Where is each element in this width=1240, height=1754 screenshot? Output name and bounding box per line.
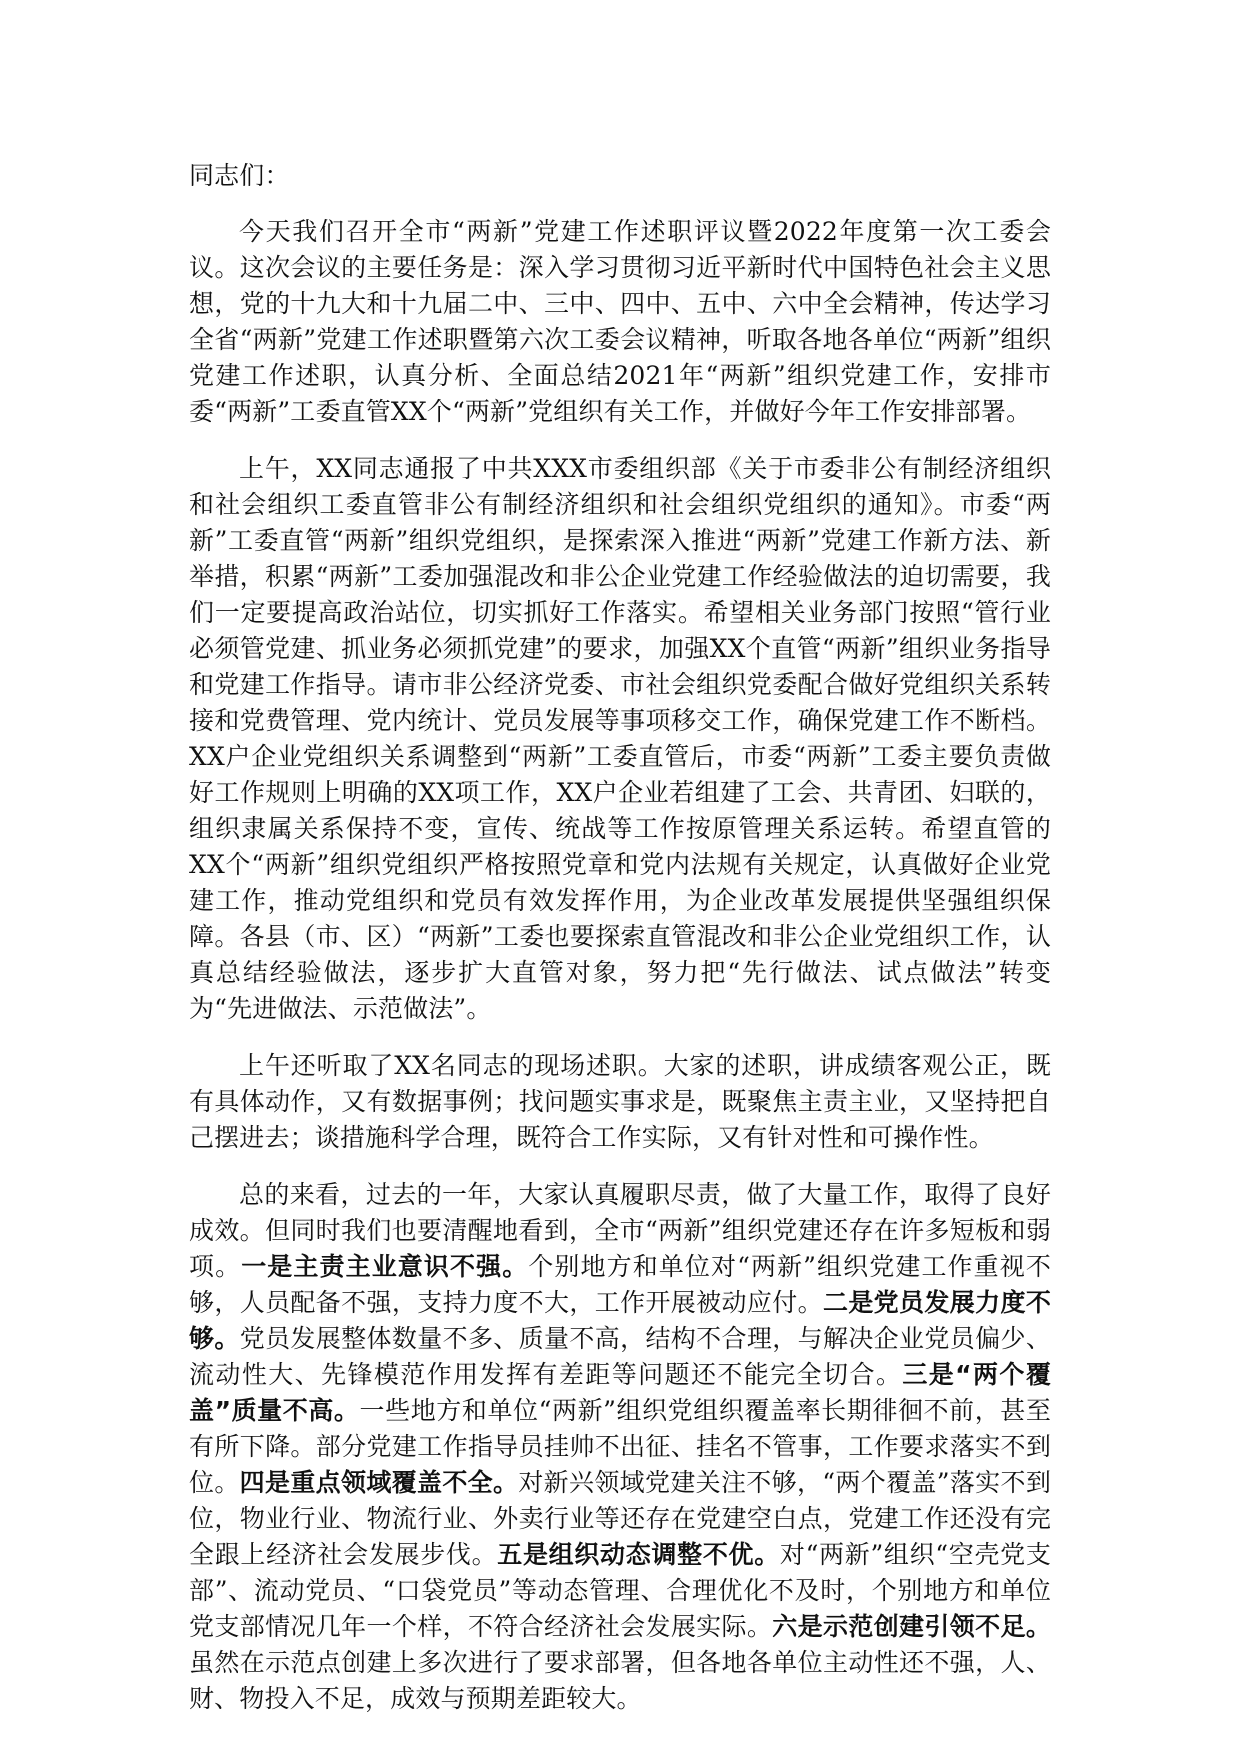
point-3-text: 一些地方和单位“两新”组织党组织覆盖率长期徘徊不前，甚至有所下降。部分党建工作指导员挂帅不出征、挂名不管事，工作要求落实不到位。 bbox=[189, 1396, 1052, 1497]
point-5-title: 五是组织动态调整不优。 bbox=[497, 1540, 780, 1569]
point-4-text: 对新兴领域党建关注不够，“两个覆盖”落实不到位，物业行业、物流行业、外卖行业等还存在党建空白点，党建工作还没有完全跟上经济社会发展步伐。 bbox=[189, 1468, 1051, 1569]
point-4-title: 四是重点领域覆盖不全。 bbox=[239, 1468, 519, 1497]
paragraph-direct-management: 上午，XX同志通报了中共XXX市委组织部《关于市委非公有制经济组织和社会组织工委直管非公有制经济组织和社会组织党组织的通知》。市委“两新”工委直管“两新”组织党组织，是探索深入推进“两新”党建工作新方法、新举措，积累“两新”工委加强混改和非公企业党建工作经验做法的迫切需要，我们一定要提高政治站位，切实抓好工作落实。希望相关业务部门按照“管行业必须管党建、抓业务必须抓党建”的要求，加强XX个直管“两新”组织业务指导和党建工作指导。请市非公经济党委、市社会组织党委配合做好党组织关系转接和党费管理、党内统计、党员发展等事项移交工作，确保党建工作不断档。XX户企业党组织关系调整到“两新”工委直管后，市委“两新”工委主要负责做好工作规则上明确的XX项工作，XX户企业若组建了工会、共青团、妇联的，组织隶属关系保持不变，宣传、统战等工作按原管理关系运转。希望直管的XX个“两新”组织党组织严格按照党章和党内法规有关规定，认真做好企业党建工作，推动党组织和党员有效发挥作用，为企业改革发展提供坚强组织保障。各县（市、区）“两新”工委也要探索直管混改和非公企业党组织工作，认真总结经验做法，逐步扩大直管对象，努力把“先行做法、试点做法”转变为“先进做法、示范做法”。 bbox=[189, 454, 1051, 1023]
paragraph-meeting-intro: 今天我们召开全市“两新”党建工作述职评议暨2022年度第一次工委会议。这次会议的主要任务是：深入学习贯彻习近平新时代中国特色社会主义思想，党的十九大和十九届二中、三中、四中、五中、六中全会精神，传达学习全省“两新”党建工作述职暨第六次工委会议精神，听取各地各单位“两新”组织党建工作述职，认真分析、全面总结2021年“两新”组织党建工作，安排市委“两新”工委直管XX个“两新”党组织有关工作，并做好今年工作安排部署。 bbox=[189, 217, 1051, 426]
document-page bbox=[189, 158, 1051, 1738]
shortcomings-intro: 总的来看，过去的一年，大家认真履职尽责，做了大量工作，取得了良好成效。但同时我们也要清醒地看到，全市“两新”组织党建还存在许多短板和弱项。 bbox=[189, 1180, 1051, 1281]
point-6-text: 虽然在示范点创建上多次进行了要求部署，但各地各单位主动性还不强，人、财、物投入不足，成效与预期差距较大。 bbox=[189, 1648, 1051, 1713]
paragraph-on-site-reports: 上午还听取了XX名同志的现场述职。大家的述职，讲成绩客观公正，既有具体动作，又有数据事例；找问题实事求是，既聚焦主责主业，又坚持把自己摆进去；谈措施科学合理，既符合工作实际，又有针对性和可操作性。 bbox=[189, 1051, 1051, 1152]
point-2-title: 二是党员发展力度不够。 bbox=[189, 1288, 1051, 1353]
paragraph-shortcomings bbox=[189, 1177, 1051, 1717]
point-6-title: 六是示范创建引领不足。 bbox=[772, 1612, 1052, 1641]
point-3-title: 三是“两个覆盖”质量不高。 bbox=[189, 1360, 1051, 1425]
point-1-text: 个别地方和单位对“两新”组织党建工作重视不够，人员配备不强，支持力度不大，工作开展被动应付。 bbox=[189, 1252, 1051, 1317]
salutation: 同志们： bbox=[189, 161, 290, 190]
point-5-text: 对“两新”组织“空壳党支部”、流动党员、“口袋党员”等动态管理、合理优化不及时，个别地方和单位党支部情况几年一个样，不符合经济社会发展实际。 bbox=[189, 1540, 1051, 1641]
point-1-title: 一是主责主业意识不强。 bbox=[241, 1252, 529, 1281]
point-2-text: 党员发展整体数量不多、质量不高，结构不合理，与解决企业党员偏少、流动性大、先锋模范作用发挥有差距等问题还不能完全切合。 bbox=[189, 1324, 1051, 1389]
